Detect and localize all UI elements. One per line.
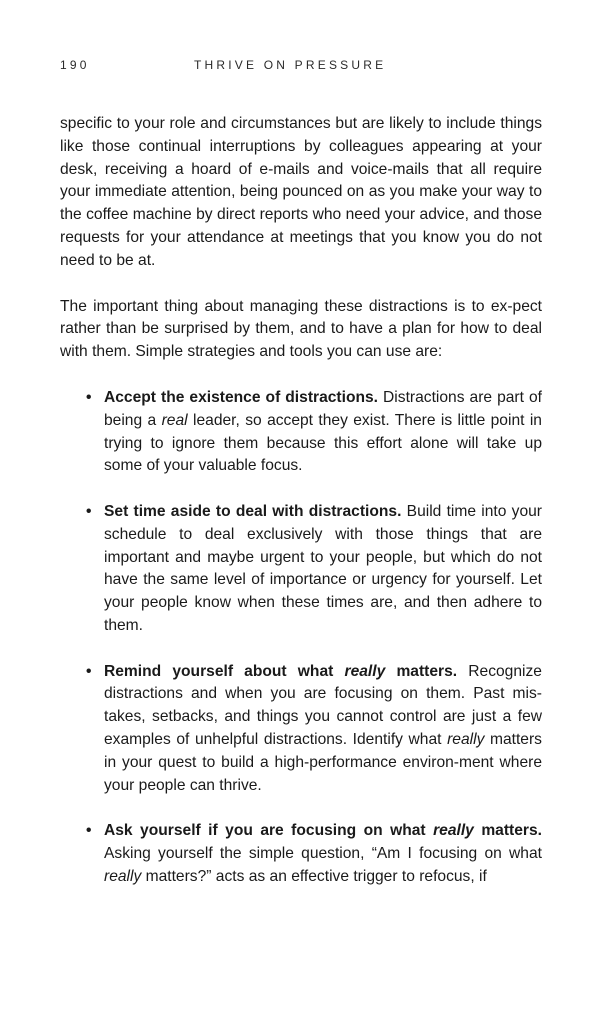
page-number: 190 (60, 58, 90, 72)
bullet-text: leader, so accept they exist. There is little point in trying to ignore them because this effort alone will take up some of your valuable focus. (104, 411, 542, 475)
bullet-lead-text: Ask yourself if you are focusing on what (104, 822, 426, 840)
body-text (60, 113, 542, 889)
book-title: THRIVE ON PRESSURE (194, 58, 387, 72)
bullet-lead-emphasis: really (344, 662, 386, 680)
bullet-lead: Set time aside to deal with distractions. (104, 502, 402, 520)
bullet-lead-text: matters. (396, 662, 458, 680)
bullet-text: Build time into your schedule to deal exclusively with those things that are important and maybe urgent to your people, but which do not have the same level of importance or urgency for yourself. Let your people know when these times are, and then adhere to them. (104, 502, 542, 634)
list-item (60, 387, 542, 478)
list-item (60, 820, 542, 888)
list-item (60, 501, 542, 638)
paragraph-intro: The important thing about managing these distractions is to ex-pect rather than be surprised by them, and to have a plan for how to deal with them. Simple strategies and tools you can use are: (60, 297, 542, 361)
bullet-text: matters?” acts as an effective trigger to refocus, if (145, 867, 487, 885)
bullet-lead (104, 822, 542, 839)
bullet-icon: • (86, 662, 92, 680)
bullet-text: Asking yourself the simple question, “Am I focusing on what (104, 844, 542, 862)
bullet-icon: • (86, 502, 92, 520)
bullet-lead-text: matters. (481, 822, 542, 840)
paragraph-continuation: specific to your role and circumstances but are likely to include things like those continual interruptions by colleagues appearing at your desk, receiving a hoard of e-mails and voice-mails that all require your immediate attention, being pounced on as you make your way to the coffee machine by direct reports who need your advice, and those requests for your attendance at meetings that you know you do not need to be at. (60, 115, 542, 269)
list-item (60, 661, 542, 798)
bullet-lead-text: Remind yourself about what (104, 662, 334, 680)
bullet-icon: • (86, 388, 92, 406)
bullet-emphasis: really (447, 730, 485, 748)
bullet-lead-emphasis: really (433, 822, 474, 840)
bullet-emphasis: really (104, 867, 142, 885)
bullet-emphasis: real (161, 411, 188, 429)
bullet-text: matters in your quest to build a high-performance environ-ment where your people can thrive. (104, 730, 542, 794)
running-head (60, 58, 540, 74)
bullet-text: Recognize distractions and when you are focusing on them. Past mis-takes, setbacks, and things you cannot control are just a few examples of unhelpful distractions. Identify what (104, 662, 542, 748)
bullet-lead: Accept the existence of distractions. (104, 388, 379, 406)
bullet-text: Distractions are part of being a (104, 388, 542, 429)
bullet-icon: • (86, 822, 92, 840)
strategy-list (60, 387, 542, 889)
bullet-lead (104, 663, 457, 680)
